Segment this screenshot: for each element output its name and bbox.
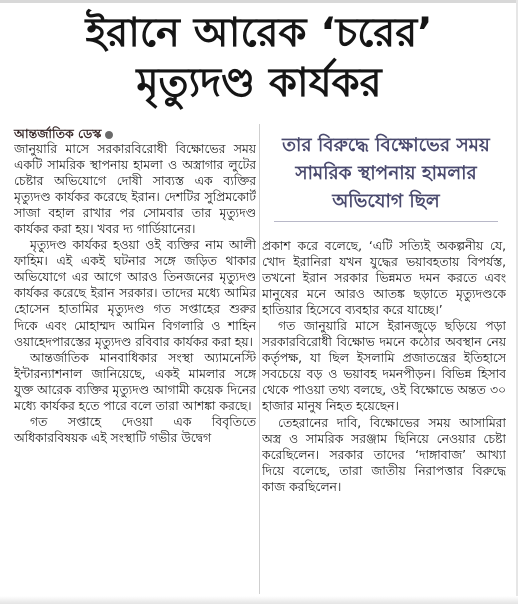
headline [0, 8, 518, 108]
pull-quote [266, 124, 506, 228]
paragraph: গত জানুয়ারি মাসে ইরানজুড়ে ছড়িয়ে পড়া সরকারবিরোধী বিক্ষোভ দমনে কঠোর অবস্থান নেয় কর্তৃপক্ষ, যা ছিল ইসলামি প্রজাতন্ত্রের ইতিহাসে সবচেয়ে বড় ও ভয়াবহ দমনপীড়ন। বিভিন্ন হিসাব থেকে পাওয়া তথ্য বলছে, ওই বিক্ষোভে অন্তত ৩০ হাজার মানুষ নিহত হয়েছেন। [262, 319, 506, 414]
paragraph: তেহরানের দাবি, বিক্ষোভের সময় আসামিরা অস্ত্র ও সামরিক সরঞ্জাম ছিনিয়ে নেওয়ার চেষ্টা করেছিলেন। সরকার তাদের ‘দাঙ্গাবাজ’ আখ্যা দিয়ে বলেছে, তারা জাতীয় নিরাপত্তার বিরুদ্ধে কাজ করছিলেন। [262, 415, 506, 494]
column-divider [259, 124, 260, 594]
paragraph: মৃত্যুদণ্ড কার্যকর হওয়া ওই ব্যক্তির নাম আলী ফাহিম। এই একই ঘটনার সঙ্গে জড়িত থাকার অভিযোগে এর আগে আরও তিনজনের মৃত্যুদণ্ড কার্যকর করেছে ইরান সরকার। তাদের মধ্যে আমির হোসেন হাতামির মৃত্যুদণ্ড গত সপ্তাহের শুরুর দিকে এবং মোহাম্মদ আমিন বিগলারি ও শাহিন ওয়াহেদপারস্তের মৃত্যুদণ্ড রবিবার কার্যকর করা হয়। [14, 238, 256, 349]
pull-quote-text: তার বিরুদ্ধে বিক্ষোভের সময় সামরিক স্থাপনায় হামলার অভিযোগ ছিল [282, 135, 490, 212]
body-column-left [14, 141, 256, 591]
paragraph: প্রকাশ করে বলেছে, ‘এটি সত্যিই অকল্পনীয় যে, খোদ ইরানিরা যখন যুদ্ধের ভয়াবহতায় বিপর্যস্ত, তখনো ইরান সরকার ভিন্নমত দমন করতে এবং মানুষের মনে আরও আতঙ্ক ছড়াতে মৃত্যুদণ্ডকে হাতিয়ার হিসেবে ব্যবহার করে যাচ্ছে।’ [262, 239, 506, 318]
body-column-right [262, 238, 506, 594]
paragraph: গত সপ্তাহে দেওয়া এক বিবৃতিতে অধিকারবিষয়ক এই সংস্থাটি গভীর উদ্বেগ [14, 414, 256, 445]
clipping-top-edge [0, 0, 518, 3]
bullet-icon [105, 131, 113, 139]
clipping-bottom-edge [0, 596, 518, 604]
pull-quote-rule [274, 221, 498, 222]
paragraph: জানুয়ারি মাসে সরকারবিরোধী বিক্ষোভের সময় একটি সামরিক স্থাপনায় হামলা ও অস্ত্রাগার লুটের চেষ্টার অভিযোগে দোষী সাব্যস্ত এক ব্যক্তির মৃত্যুদণ্ড কার্যকর করেছে ইরান। দেশটির সুপ্রিমকোর্ট সাজা বহাল রাখার পর সোমবার তার মৃত্যুদণ্ড কার্যকর করা হয়। খবর দ্য গার্ডিয়ানের। [14, 142, 256, 237]
paragraph: আন্তর্জাতিক মানবাধিকার সংস্থা অ্যামনেস্টি ইন্টারন্যাশনাল জানিয়েছে, একই মামলার সঙ্গে যুক্ত আরেক ব্যক্তির মৃত্যুদণ্ড আগামী কয়েক দিনের মধ্যে কার্যকর হতে পারে বলে তারা আশঙ্কা করছে। [14, 350, 256, 413]
headline-line-2: মৃত্যুদণ্ড কার্যকর [136, 60, 382, 106]
headline-line-1: ইরানে আরেক ‘চরের’ [85, 10, 433, 56]
desk-label: আন্তর্জাতিক ডেস্ক [14, 126, 102, 141]
